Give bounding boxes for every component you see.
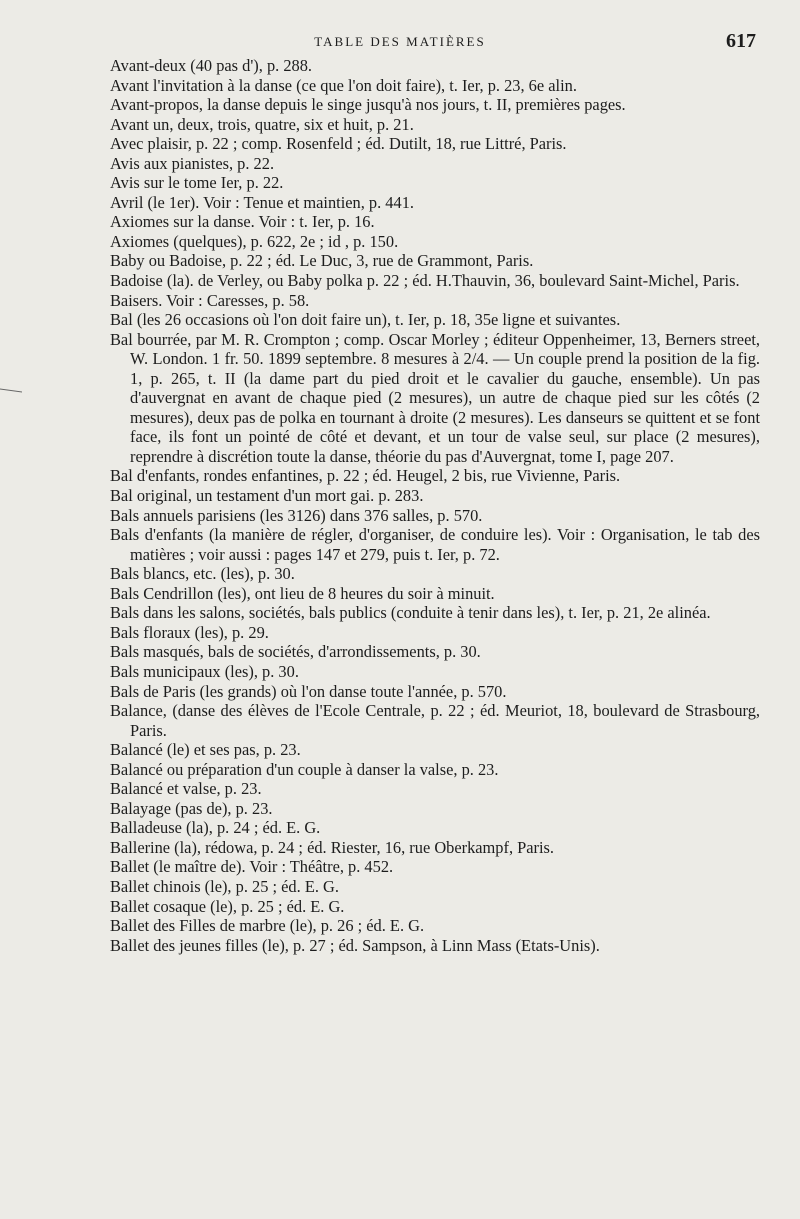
index-entry: Balayage (pas de), p. 23. (110, 798, 273, 818)
index-entry: Bals annuels parisiens (les 3126) dans 376 salles, p. 570. (110, 505, 483, 525)
index-entry: Axiomes (quelques), p. 622, 2e ; id , p. 150. (110, 231, 399, 251)
index-entry: Balladeuse (la), p. 24 ; éd. E. G. (110, 818, 321, 838)
index-entry: Bal bourrée, par M. R. Crompton ; comp. Oscar Morley ; éditeur Oppenheimer, 13, Berners street, W. London. 1 fr. 50. 1899 septembre. 8 mesures à 2/4. — Un couple prend la position de la fig. 1, p. 265, t. II (la dame part du pied droit et le cavalier du gauche, ensemble). Un pas d'auvergnat en avant de chaque pied (2 mesures), un autre de chaque pied sur les côtés (2 mesures), deux pas de polka en tournant à droite (2 mesures). Les danseurs se quittent et se font face, ils font un pointé de côté et devant, et un tour de valse seul, sur place (2 mesures), reprendre à discrétion toute la danse, théorie du pas d'Auvergnat, tome I, page 207. (110, 329, 760, 466)
index-entry: Bal d'enfants, rondes enfantines, p. 22 ; éd. Heugel, 2 bis, rue Vivienne, Paris. (110, 466, 621, 486)
index-entry: Avant un, deux, trois, quatre, six et huit, p. 21. (110, 114, 414, 134)
index-entry: Baisers. Voir : Caresses, p. 58. (110, 290, 310, 310)
index-entry: Bal original, un testament d'un mort gai. p. 283. (110, 486, 424, 506)
index-entry: Balance, (danse des élèves de l'Ecole Centrale, p. 22 ; éd. Meuriot, 18, boulevard de Strasbourg, Paris. (110, 701, 760, 740)
index-entry: Bals de Paris (les grands) où l'on danse toute l'année, p. 570. (110, 681, 507, 701)
index-entry: Ballet cosaque (le), p. 25 ; éd. E. G. (110, 896, 345, 916)
index-entry: Baby ou Badoise, p. 22 ; éd. Le Duc, 3, rue de Grammont, Paris. (110, 251, 534, 271)
index-entry: Axiomes sur la danse. Voir : t. Ier, p. 16. (110, 212, 375, 232)
index-entry: Avis sur le tome Ier, p. 22. (110, 173, 284, 193)
index-entry: Balancé ou préparation d'un couple à danser la valse, p. 23. (110, 759, 499, 779)
index-entry: Avril (le 1er). Voir : Tenue et maintien, p. 441. (110, 192, 414, 212)
page-number: 617 (726, 30, 756, 52)
index-entry: Bals dans les salons, sociétés, bals publics (conduite à tenir dans les), t. Ier, p. 21, 2e alinéa. (110, 603, 711, 623)
index-entry: Ballet (le maître de). Voir : Théâtre, p. 452. (110, 857, 394, 877)
index-entry: Balancé et valse, p. 23. (110, 779, 262, 799)
index-entry: Avec plaisir, p. 22 ; comp. Rosenfeld ; éd. Dutilt, 18, rue Littré, Paris. (110, 134, 567, 154)
index-entry: Bals masqués, bals de sociétés, d'arrondissements, p. 30. (110, 642, 481, 662)
page-edge-mark (0, 388, 22, 408)
index-entry: Bal (les 26 occasions où l'on doit faire un), t. Ier, p. 18, 35e ligne et suivantes. (110, 310, 621, 330)
index-entries (110, 56, 760, 955)
index-entry: Bals blancs, etc. (les), p. 30. (110, 564, 295, 584)
index-entry: Balancé (le) et ses pas, p. 23. (110, 740, 301, 760)
index-entry: Avant-propos, la danse depuis le singe jusqu'à nos jours, t. II, premières pages. (110, 95, 626, 115)
running-title: TABLE DES MATIÈRES (314, 34, 486, 49)
index-entry: Bals municipaux (les), p. 30. (110, 661, 299, 681)
index-entry: Bals d'enfants (la manière de régler, d'organiser, de conduire les). Voir : Organisation, le tab des matières ; voir aussi : pages 147 et 279, puis t. Ier, p. 72. (110, 525, 760, 564)
index-entry: Bals Cendrillon (les), ont lieu de 8 heures du soir à minuit. (110, 583, 495, 603)
index-entry: Ballerine (la), rédowa, p. 24 ; éd. Riester, 16, rue Oberkampf, Paris. (110, 837, 555, 857)
index-entry: Ballet chinois (le), p. 25 ; éd. E. G. (110, 876, 339, 896)
index-entry: Avant-deux (40 pas d'), p. 288. (110, 56, 313, 75)
index-entry: Ballet des Filles de marbre (le), p. 26 ; éd. E. G. (110, 916, 425, 936)
index-entry: Avis aux pianistes, p. 22. (110, 153, 275, 173)
index-entry: Badoise (la). de Verley, ou Baby polka p. 22 ; éd. H.Thauvin, 36, boulevard Saint-Michel, Paris. (110, 271, 740, 291)
index-entry: Bals floraux (les), p. 29. (110, 622, 269, 642)
index-entry: Avant l'invitation à la danse (ce que l'on doit faire), t. Ier, p. 23, 6e alin. (110, 75, 577, 95)
page-header (40, 30, 760, 56)
index-entry: Ballet des jeunes filles (le), p. 27 ; éd. Sampson, à Linn Mass (Etats-Unis). (110, 935, 600, 955)
